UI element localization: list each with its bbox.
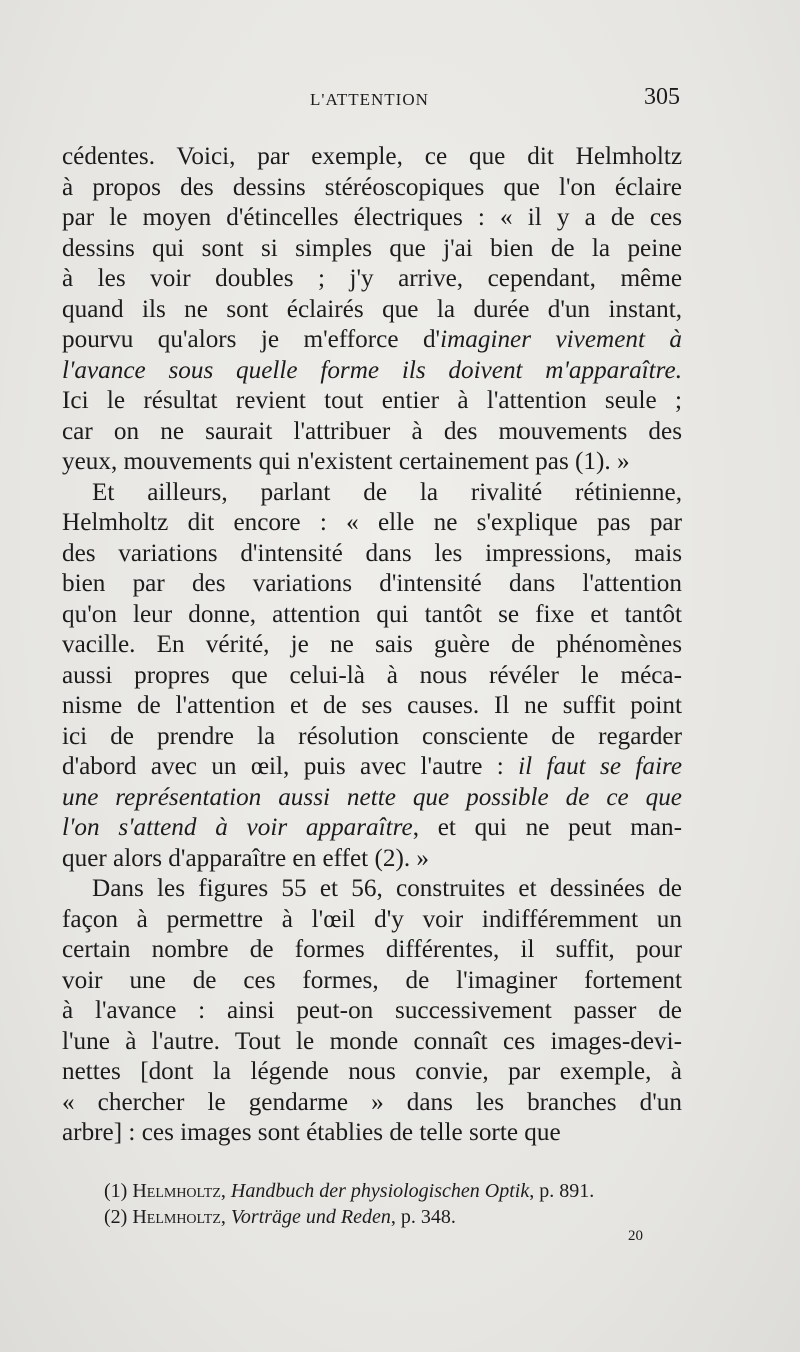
text-run: ici de prendre la résolution consciente de regarder xyxy=(62,722,682,750)
text-run: l'une à l'autre. Tout le monde connaît ces images-devi- xyxy=(62,1027,682,1055)
text-run: Et ailleurs, parlant de la rivalité rétinienne, xyxy=(92,478,682,506)
text-run: quer alors d'apparaître en effet (2). » xyxy=(62,844,430,872)
text-line xyxy=(62,691,682,722)
text-run: dessins qui sont si simples que j'ai bien de la peine xyxy=(62,234,682,262)
text-line xyxy=(62,447,682,478)
text-run: qu'on leur donne, attention qui tantôt se fixe et tantôt xyxy=(62,600,682,628)
text-line xyxy=(62,295,682,326)
text-line xyxy=(62,478,682,509)
text-run: yeux, mouvements qui n'existent certainement pas (1). » xyxy=(62,448,630,475)
text-line xyxy=(62,417,682,448)
author-name: Helmholtz xyxy=(132,1206,221,1228)
text-line xyxy=(62,569,682,600)
text-run: « chercher le gendarme » dans les branches d'un xyxy=(62,1088,682,1116)
text-line xyxy=(62,173,682,204)
text-line xyxy=(62,630,682,661)
text-line xyxy=(62,722,682,753)
text-line xyxy=(62,905,682,936)
text-line xyxy=(62,1057,682,1088)
text-line xyxy=(62,996,682,1027)
italic-text: Handbuch der physiologischen Optik xyxy=(230,1180,530,1202)
italic-text: il faut se faire xyxy=(518,753,683,780)
text-run: , et qui ne peut man- xyxy=(412,814,682,841)
text-run: vacille. En vérité, je ne sais guère de phénomènes xyxy=(62,631,682,658)
text-line xyxy=(62,783,682,814)
text-run: (2) xyxy=(104,1206,133,1228)
text-run: à les voir doubles ; j'y arrive, cependant, même xyxy=(62,265,682,292)
text-line xyxy=(62,539,682,570)
paragraph xyxy=(62,142,682,478)
text-line xyxy=(62,752,682,783)
text-line xyxy=(62,966,682,997)
text-line xyxy=(62,935,682,966)
italic-text: Vorträge und Reden xyxy=(230,1206,391,1228)
text-line xyxy=(62,874,682,905)
text-line xyxy=(62,234,682,265)
text-run: aussi propres que celui-là à nous révéler le méca- xyxy=(62,661,682,689)
text-line xyxy=(62,264,682,295)
text-run: , xyxy=(220,1180,231,1202)
text-run: quand ils ne sont éclairés que la durée d'un instant, xyxy=(62,295,682,323)
text-line xyxy=(62,356,682,387)
italic-text: l'avance sous quelle forme ils doivent m'apparaître. xyxy=(62,356,682,384)
footnote xyxy=(104,1178,684,1204)
text-run: Dans les figures 55 et 56, construites et dessinées de xyxy=(92,875,682,902)
text-line xyxy=(62,600,682,631)
text-run: Helmholtz dit encore : « elle ne s'explique pas par xyxy=(62,509,682,536)
text-line xyxy=(62,386,682,417)
page-header xyxy=(62,84,678,118)
text-line xyxy=(62,203,682,234)
text-run: façon à permettre à l'œil d'y voir indifféremment un xyxy=(62,905,682,933)
italic-text: une représentation aussi nette que possible de ce que xyxy=(62,783,682,811)
text-run: par le moyen d'étincelles électriques : « il y a de ces xyxy=(62,204,682,231)
text-line xyxy=(62,844,682,875)
text-run: nettes [dont la légende nous convie, par exemple, à xyxy=(62,1058,682,1085)
text-run: des variations d'intensité dans les impressions, mais xyxy=(62,539,682,567)
text-run: , p. 348. xyxy=(390,1206,456,1228)
text-run: Ici le résultat revient tout entier à l'attention seule ; xyxy=(62,387,682,414)
text-line xyxy=(62,1088,682,1119)
text-run: , xyxy=(220,1206,231,1228)
body-text xyxy=(62,142,682,1149)
text-line xyxy=(62,325,682,356)
text-run: d'abord avec un œil, puis avec l'autre : xyxy=(62,753,519,780)
text-line xyxy=(62,661,682,692)
text-run: à l'avance : ainsi peut-on successivement passer de xyxy=(62,997,682,1024)
signature-mark: 20 xyxy=(628,1228,643,1244)
running-head: L'ATTENTION xyxy=(310,90,429,109)
text-line xyxy=(62,813,682,844)
italic-text: imaginer vivement à xyxy=(440,326,682,353)
text-run: nisme de l'attention et de ses causes. Il ne suffit point xyxy=(62,692,682,719)
text-run: voir une de ces formes, de l'imaginer fortement xyxy=(62,966,682,994)
text-run: bien par des variations d'intensité dans l'attention xyxy=(62,570,682,597)
text-run: car on ne saurait l'attribuer à des mouvements des xyxy=(62,417,682,445)
text-run: (1) xyxy=(104,1180,133,1202)
text-run: pourvu qu'alors je m'efforce d' xyxy=(62,326,441,353)
text-run: arbre] : ces images sont établies de telle sorte que xyxy=(62,1119,561,1146)
text-line xyxy=(62,508,682,539)
text-run: , p. 891. xyxy=(529,1180,595,1202)
footnotes xyxy=(104,1178,684,1230)
text-line xyxy=(62,142,682,173)
italic-text: l'on s'attend à voir apparaître xyxy=(62,814,413,841)
author-name: Helmholtz xyxy=(132,1180,221,1202)
text-line xyxy=(62,1027,682,1058)
paragraph xyxy=(62,478,682,875)
page-number: 305 xyxy=(644,84,680,110)
text-line xyxy=(62,1118,682,1149)
paragraph xyxy=(62,874,682,1149)
footnote xyxy=(104,1204,684,1230)
text-run: certain nombre de formes différentes, il suffit, pour xyxy=(62,936,682,963)
text-run: à propos des dessins stéréoscopiques que l'on éclaire xyxy=(62,173,682,201)
text-run: cédentes. Voici, par exemple, ce que dit Helmholtz xyxy=(62,143,682,170)
